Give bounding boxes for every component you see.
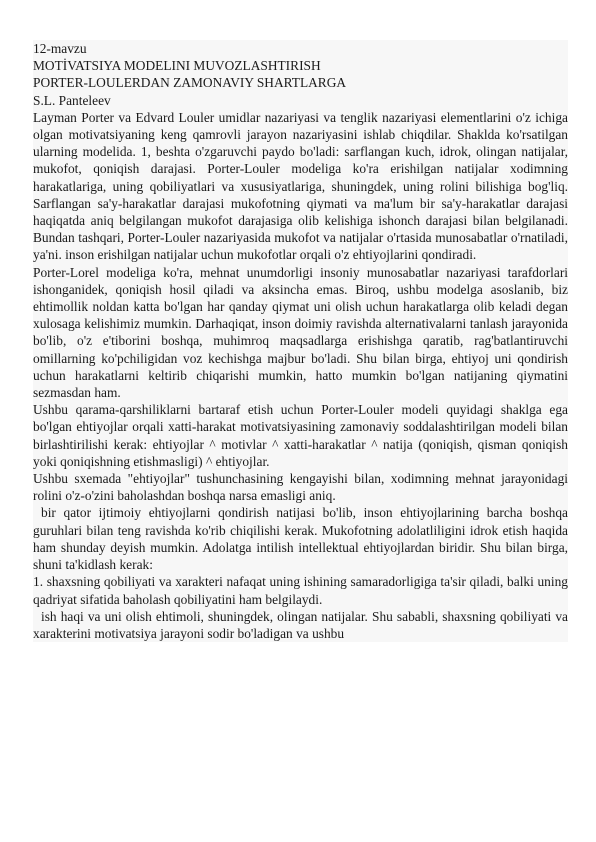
- paragraph-3: Ushbu qarama-qarshiliklarni bartaraf etish uchun Porter-Louler modeli quyidagi shaklga ega bo'lgan ehtiyojlar orqali xatti-harakat motivatsiyasining zamonaviy soddalashtirilgan modeli bilan birlashtirilishi kerak: ehtiyojlar ^ motivlar ^ xatti-harakatlar ^ natija (qoniqish, qisman qoniqish yoki qoniqishning etishmasligi) ^ ehtiyojlar.: [33, 402, 568, 469]
- document-page: [33, 40, 568, 642]
- paragraph-4: Ushbu sxemada "ehtiyojlar" tushunchasining kengayishi bilan, xodimning mehnat jarayonidagi rolini o'z-o'zini baholashdan boshqa narsa emasligi aniq.: [33, 471, 568, 504]
- paragraph-1: Layman Porter va Edvard Louler umidlar nazariyasi va tenglik nazariyasi elementlarini o'z ichiga olgan motivatsiyaning keng qamrovli jarayon nazariyasini ishlab chiqdilar. Shaklda ko'rsatilgan ularning modelida. 1, beshta o'zgaruvchi paydo bo'ladi: sarflangan kuch, idrok, olingan natijalar, mukofot, qoniqish darajasi. Porter-Louler modeliga ko'ra erishilgan natijalar xodimning harakatlariga, uning qobiliyatlari va xususiyatlariga, shuningdek, uning rolini bilishiga bog'liq. Sarflangan sa'y-harakatlar darajasi mukofotning qiymati va ma'lum bir sa'y-harakatlar darajasi haqiqatda aniq belgilangan mukofot darajasiga olib kelishiga ishonch darajasi bilan belgilanadi. Bundan tashqari, Porter-Louler nazariyasida mukofot va natijalar o'rtasida munosabatlar o'rnatiladi, ya'ni. inson erishilgan natijalar uchun mukofotlar orqali o'z ehtiyojlarini qondiradi.: [33, 109, 568, 263]
- document-title-line-2: PORTER-LOULERDAN ZAMONAVIY SHARTLARGA: [33, 75, 347, 91]
- paragraph-2: Porter-Lorel modeliga ko'ra, mehnat unumdorligi insoniy munosabatlar nazariyasi tarafdorlari ishonganidek, qoniqish hosil qiladi va aksincha emas. Biroq, ushbu modelga asoslanib, biz ehtimollik noldan katta bo'lgan har qanday qiymat uni olish uchun harakatlarga olib keladi degan xulosaga kelishimiz mumkin. Darhaqiqat, inson doimiy ravishda alternativalarni tanlash jarayonida bo'lib, o'z e'tiborini boshqa, muhimroq maqsadlarga erishishga qaratib, rag'batlantiruvchi omillarning ko'pchiligidan voz kechishga majbur bo'ladi. Shu bilan birga, ehtiyoj uni qondirish uchun harakatlarni keltirib chiqarishi mumkin, hatto mumkin bo'lgan natijaning qiymatini sezmasdan ham.: [33, 264, 568, 401]
- paragraph-6: 1. shaxsning qobiliyati va xarakteri nafaqat uning ishining samaradorligiga ta'sir qiladi, balki uning qadriyat sifatida baholash qobiliyatini ham belgilaydi.: [33, 574, 568, 607]
- document-title-line-1: MOTİVATSIYA MODELINI MUVOZLASHTIRISH: [33, 58, 321, 74]
- paragraph-5: bir qator ijtimoiy ehtiyojlarni qondirish natijasi bo'lib, inson ehtiyojlarining barcha boshqa guruhlari bilan teng ravishda ko'rib chiqilishi kerak. Mukofotning adolatliligini idrok etish haqida ham shunday deyish mumkin. Adolatga intilish intellektual ehtiyojlardan biridir. Shu bilan birga, shuni ta'kidlash kerak:: [33, 505, 568, 573]
- paragraph-7: ish haqi va uni olish ehtimoli, shuningdek, olingan natijalar. Shu sababli, shaxsning qobiliyati va xarakterini motivatsiya jarayoni sodir bo'ladigan va ushbu: [33, 608, 568, 641]
- topic-label: 12-mavzu: [33, 41, 87, 56]
- author-name: S.L. Panteleev: [33, 92, 111, 108]
